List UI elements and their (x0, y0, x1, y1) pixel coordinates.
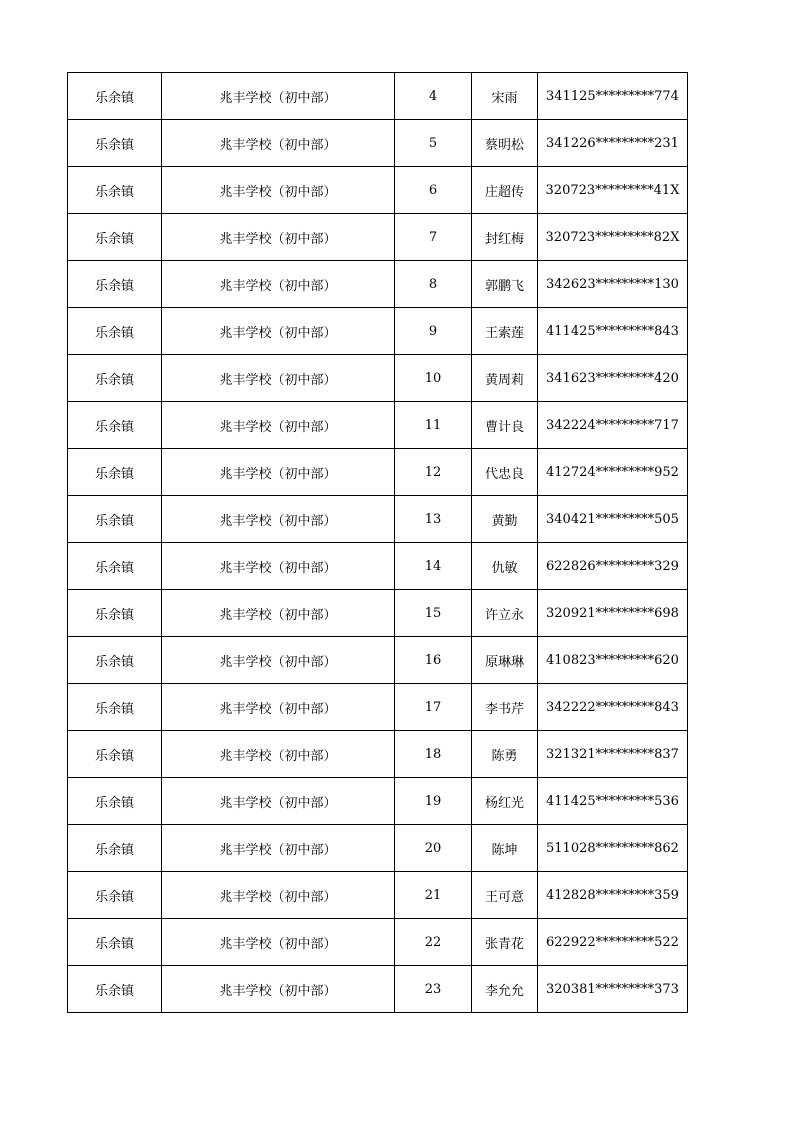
table-row (68, 308, 688, 355)
school-cell: 兆丰学校（初中部） (162, 778, 395, 825)
id-number-cell: 410823*********620 (538, 637, 688, 684)
number-cell: 23 (395, 966, 472, 1013)
table-row (68, 167, 688, 214)
person-name-cell: 郭鹏飞 (472, 261, 538, 308)
table-row (68, 543, 688, 590)
town-cell: 乐余镇 (68, 778, 162, 825)
table-row (68, 214, 688, 261)
person-name-cell: 许立永 (472, 590, 538, 637)
town-cell: 乐余镇 (68, 872, 162, 919)
id-number-cell: 622826*********329 (538, 543, 688, 590)
id-number-cell: 411425*********536 (538, 778, 688, 825)
table-row (68, 684, 688, 731)
id-number-cell: 320723*********41X (538, 167, 688, 214)
town-cell: 乐余镇 (68, 731, 162, 778)
number-cell: 19 (395, 778, 472, 825)
table-row (68, 637, 688, 684)
number-cell: 4 (395, 73, 472, 120)
town-cell: 乐余镇 (68, 167, 162, 214)
town-cell: 乐余镇 (68, 214, 162, 261)
person-name-cell: 黄勤 (472, 496, 538, 543)
id-number-cell: 342224*********717 (538, 402, 688, 449)
person-name-cell: 庄超传 (472, 167, 538, 214)
school-cell: 兆丰学校（初中部） (162, 355, 395, 402)
person-name-cell: 原琳琳 (472, 637, 538, 684)
id-number-cell: 411425*********843 (538, 308, 688, 355)
id-number-cell: 341226*********231 (538, 120, 688, 167)
school-cell: 兆丰学校（初中部） (162, 73, 395, 120)
town-cell: 乐余镇 (68, 308, 162, 355)
id-number-cell: 342623*********130 (538, 261, 688, 308)
school-cell: 兆丰学校（初中部） (162, 872, 395, 919)
school-cell: 兆丰学校（初中部） (162, 120, 395, 167)
table-row (68, 825, 688, 872)
table-row (68, 496, 688, 543)
number-cell: 18 (395, 731, 472, 778)
school-cell: 兆丰学校（初中部） (162, 731, 395, 778)
person-name-cell: 蔡明松 (472, 120, 538, 167)
person-name-cell: 杨红光 (472, 778, 538, 825)
table-row (68, 778, 688, 825)
person-name-cell: 仇敏 (472, 543, 538, 590)
table-row (68, 872, 688, 919)
school-cell: 兆丰学校（初中部） (162, 543, 395, 590)
person-name-cell: 王可意 (472, 872, 538, 919)
town-cell: 乐余镇 (68, 637, 162, 684)
school-cell: 兆丰学校（初中部） (162, 402, 395, 449)
number-cell: 22 (395, 919, 472, 966)
school-cell: 兆丰学校（初中部） (162, 684, 395, 731)
town-cell: 乐余镇 (68, 825, 162, 872)
number-cell: 11 (395, 402, 472, 449)
town-cell: 乐余镇 (68, 684, 162, 731)
person-name-cell: 宋雨 (472, 73, 538, 120)
number-cell: 10 (395, 355, 472, 402)
number-cell: 21 (395, 872, 472, 919)
number-cell: 13 (395, 496, 472, 543)
table-row (68, 449, 688, 496)
id-number-cell: 342222*********843 (538, 684, 688, 731)
town-cell: 乐余镇 (68, 402, 162, 449)
person-name-cell: 代忠良 (472, 449, 538, 496)
number-cell: 20 (395, 825, 472, 872)
school-cell: 兆丰学校（初中部） (162, 919, 395, 966)
school-cell: 兆丰学校（初中部） (162, 825, 395, 872)
school-cell: 兆丰学校（初中部） (162, 590, 395, 637)
id-number-cell: 321321*********837 (538, 731, 688, 778)
person-name-cell: 曹计良 (472, 402, 538, 449)
number-cell: 9 (395, 308, 472, 355)
id-number-cell: 511028*********862 (538, 825, 688, 872)
number-cell: 15 (395, 590, 472, 637)
person-name-cell: 陈坤 (472, 825, 538, 872)
number-cell: 6 (395, 167, 472, 214)
id-number-cell: 320921*********698 (538, 590, 688, 637)
person-name-cell: 李允允 (472, 966, 538, 1013)
table-row (68, 73, 688, 120)
id-number-cell: 340421*********505 (538, 496, 688, 543)
person-name-cell: 陈勇 (472, 731, 538, 778)
town-cell: 乐余镇 (68, 919, 162, 966)
town-cell: 乐余镇 (68, 355, 162, 402)
school-cell: 兆丰学校（初中部） (162, 261, 395, 308)
table-row (68, 355, 688, 402)
person-name-cell: 黄周莉 (472, 355, 538, 402)
town-cell: 乐余镇 (68, 73, 162, 120)
id-number-cell: 412724*********952 (538, 449, 688, 496)
school-cell: 兆丰学校（初中部） (162, 214, 395, 261)
town-cell: 乐余镇 (68, 543, 162, 590)
table-row (68, 919, 688, 966)
id-number-cell: 341125*********774 (538, 73, 688, 120)
school-cell: 兆丰学校（初中部） (162, 167, 395, 214)
town-cell: 乐余镇 (68, 120, 162, 167)
number-cell: 17 (395, 684, 472, 731)
town-cell: 乐余镇 (68, 261, 162, 308)
person-name-cell: 李书芹 (472, 684, 538, 731)
id-number-cell: 341623*********420 (538, 355, 688, 402)
person-name-cell: 张青花 (472, 919, 538, 966)
id-number-cell: 320723*********82X (538, 214, 688, 261)
table-row (68, 402, 688, 449)
school-cell: 兆丰学校（初中部） (162, 966, 395, 1013)
number-cell: 12 (395, 449, 472, 496)
id-number-cell: 320381*********373 (538, 966, 688, 1013)
table-row (68, 120, 688, 167)
table-row (68, 731, 688, 778)
number-cell: 5 (395, 120, 472, 167)
id-number-cell: 622922*********522 (538, 919, 688, 966)
number-cell: 7 (395, 214, 472, 261)
id-number-cell: 412828*********359 (538, 872, 688, 919)
town-cell: 乐余镇 (68, 449, 162, 496)
person-name-cell: 封红梅 (472, 214, 538, 261)
number-cell: 16 (395, 637, 472, 684)
number-cell: 14 (395, 543, 472, 590)
table-row (68, 261, 688, 308)
school-cell: 兆丰学校（初中部） (162, 496, 395, 543)
school-cell: 兆丰学校（初中部） (162, 308, 395, 355)
school-cell: 兆丰学校（初中部） (162, 449, 395, 496)
town-cell: 乐余镇 (68, 496, 162, 543)
town-cell: 乐余镇 (68, 966, 162, 1013)
roster-table (67, 72, 688, 1013)
roster-table-body (68, 73, 688, 1013)
person-name-cell: 王索莲 (472, 308, 538, 355)
table-row (68, 966, 688, 1013)
table-row (68, 590, 688, 637)
number-cell: 8 (395, 261, 472, 308)
town-cell: 乐余镇 (68, 590, 162, 637)
school-cell: 兆丰学校（初中部） (162, 637, 395, 684)
